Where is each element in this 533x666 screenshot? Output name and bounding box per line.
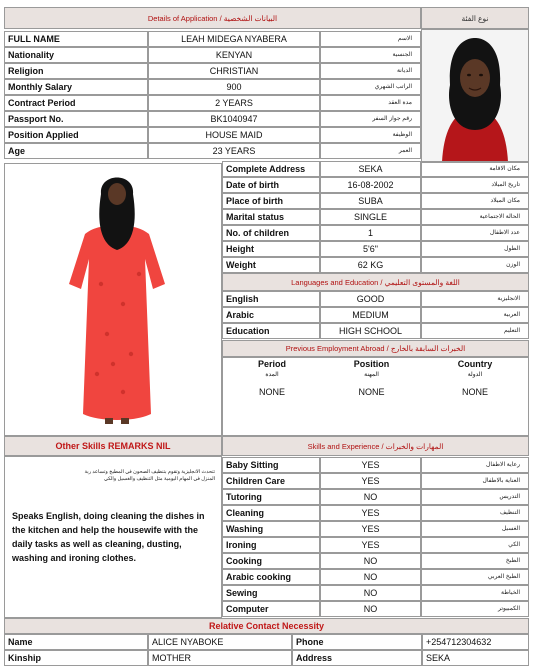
skill-value: NO [320, 585, 421, 601]
skill-label: Arabic cooking [222, 569, 320, 585]
relative-address-value: SEKA [422, 650, 529, 666]
personal-label-ar: الراتب الشهري [320, 79, 421, 95]
personal-label-ar: الجنسية [320, 47, 421, 63]
full-body-photo [4, 163, 222, 436]
skill-value: YES [320, 521, 421, 537]
languages-header-ar: اللغة والمستوى التعليمي [384, 278, 460, 287]
language-label-ar: الانجليزية [421, 291, 529, 307]
corner-header [421, 7, 529, 29]
corner-header-ar: نوع الفئة [461, 14, 489, 23]
employment-col-value: NONE [258, 387, 285, 397]
personal-label: Age [4, 143, 148, 159]
relative-header: Relative Contact Necessity [4, 618, 529, 634]
details-label: Place of birth [222, 193, 320, 209]
relative-phone-label: Phone [292, 634, 422, 650]
details-label-ar: الوزن [421, 257, 529, 273]
personal-label: FULL NAME [4, 31, 148, 47]
skill-label-ar: الغسيل [421, 521, 529, 537]
skill-label-ar: العناية بالاطفال [421, 473, 529, 489]
header-title-ar: البيانات الشخصية [223, 14, 278, 23]
personal-value: 900 [148, 79, 320, 95]
personal-label-ar: رقم جواز السفر [320, 111, 421, 127]
details-value: SINGLE [320, 209, 421, 225]
skill-label-ar: الكي [421, 537, 529, 553]
personal-value: 2 YEARS [148, 95, 320, 111]
personal-label: Contract Period [4, 95, 148, 111]
skill-label: Sewing [222, 585, 320, 601]
personal-label: Religion [4, 63, 148, 79]
skill-value: NO [320, 601, 421, 617]
skills-header-ar: المهارات والخبرات [385, 442, 444, 451]
details-label-ar: الحالة الاجتماعية [421, 209, 529, 225]
details-label: Complete Address [222, 161, 320, 177]
details-label-ar: الطول [421, 241, 529, 257]
language-value: MEDIUM [320, 307, 421, 323]
languages-header: Languages and Education / اللغة والمستوى التعليمي [222, 273, 529, 291]
skill-label: Baby Sitting [222, 457, 320, 473]
skill-label: Cooking [222, 553, 320, 569]
employment-col-header-ar: المدة [265, 372, 279, 378]
language-label: Arabic [222, 307, 320, 323]
employment-header-ar: الخبرات السابقة بالخارج [390, 344, 466, 353]
details-value: 1 [320, 225, 421, 241]
personal-label: Nationality [4, 47, 148, 63]
employment-col-value: NONE [461, 387, 488, 397]
personal-label: Position Applied [4, 127, 148, 143]
details-value: SUBA [320, 193, 421, 209]
details-label: Date of birth [222, 177, 320, 193]
details-value: 5'6" [320, 241, 421, 257]
skill-value: YES [320, 505, 421, 521]
personal-label-ar: الديانة [320, 63, 421, 79]
personal-label: Monthly Salary [4, 79, 148, 95]
language-label-ar: العربية [421, 307, 529, 323]
personal-label-ar: الوظيفة [320, 127, 421, 143]
employment-col-header-ar: الدولة [467, 372, 483, 378]
personal-value: KENYAN [148, 47, 320, 63]
skill-label-ar: الخياطة [421, 585, 529, 601]
skill-label-ar: رعاية الاطفال [421, 457, 529, 473]
skill-label-ar: الكمبيوتر [421, 601, 529, 617]
details-label: Height [222, 241, 320, 257]
language-value: HIGH SCHOOL [320, 323, 421, 339]
language-label-ar: التعليم [421, 323, 529, 339]
employment-col-header-ar: المهنة [364, 372, 379, 378]
skill-value: NO [320, 569, 421, 585]
skill-label: Ironing [222, 537, 320, 553]
other-skills-text: Speaks English, doing cleaning the dishes in the kitchen and help the housewife with the daily tasks as well as cleaning, dusting, washing and ironing clothes. [12, 511, 205, 563]
employment-header-en: Previous Employment Abroad [285, 344, 385, 353]
details-label: Weight [222, 257, 320, 273]
skill-value: YES [320, 457, 421, 473]
details-label: No. of children [222, 225, 320, 241]
language-label: English [222, 291, 320, 307]
skill-label: Computer [222, 601, 320, 617]
skills-header-en: Skills and Experience [307, 442, 380, 451]
skill-value: YES [320, 537, 421, 553]
personal-value: LEAH MIDEGA NYABERA [148, 31, 320, 47]
skill-value: YES [320, 473, 421, 489]
relative-phone-value: +254712304632 [422, 634, 529, 650]
skill-label-ar: الطبخ [421, 553, 529, 569]
details-label-ar: مكان الاقامة [421, 161, 529, 177]
skill-label-ar: التنظيف [421, 505, 529, 521]
details-label-ar: مكان الميلاد [421, 193, 529, 209]
skills-header: Skills and Experience / المهارات والخبرات [222, 436, 529, 456]
other-skills-arabic-note: تتحدث الانجليزية وتقوم بتنظيف الصحون في المطبخ وتساعد ربة المنزل في المهام اليومية مثل التنظيف والغسيل والكي [84, 469, 215, 482]
personal-label-ar: مدة العقد [320, 95, 421, 111]
details-value: 62 KG [320, 257, 421, 273]
skill-label: Washing [222, 521, 320, 537]
relative-address-label: Address [292, 650, 422, 666]
language-value: GOOD [320, 291, 421, 307]
skill-label-ar: الطبخ العربي [421, 569, 529, 585]
relative-name-label: Name [4, 634, 148, 650]
details-label: Marital status [222, 209, 320, 225]
personal-value: BK1040947 [148, 111, 320, 127]
relative-name-value: ALICE NYABOKE [148, 634, 292, 650]
skill-label-ar: التدريس [421, 489, 529, 505]
personal-value: HOUSE MAID [148, 127, 320, 143]
employment-col-header: Period [257, 359, 286, 369]
relative-kinship-label: Kinship [4, 650, 148, 666]
details-label-ar: تاريخ الميلاد [421, 177, 529, 193]
skill-value: NO [320, 553, 421, 569]
employment-col-header: Country [457, 359, 493, 369]
other-skills-header: Other Skills REMARKS NIL [4, 436, 222, 456]
employment-table [222, 357, 529, 436]
skill-value: NO [320, 489, 421, 505]
personal-value: CHRISTIAN [148, 63, 320, 79]
details-label-ar: عدد الاطفال [421, 225, 529, 241]
language-label: Education [222, 323, 320, 339]
relative-kinship-value: MOTHER [148, 650, 292, 666]
headshot-photo [421, 29, 529, 163]
skill-label: Tutoring [222, 489, 320, 505]
details-value: SEKA [320, 161, 421, 177]
personal-value: 23 YEARS [148, 143, 320, 159]
header-title-en: Details of Application [147, 14, 218, 23]
skill-label: Children Care [222, 473, 320, 489]
other-skills-box [4, 456, 222, 618]
application-header: Details of Application / البيانات الشخصية [4, 7, 421, 29]
employment-header: Previous Employment Abroad / الخبرات السابقة بالخارج [222, 340, 529, 357]
employment-col-value: NONE [358, 387, 385, 397]
skill-label: Cleaning [222, 505, 320, 521]
details-value: 16-08-2002 [320, 177, 421, 193]
personal-label-ar: العمر [320, 143, 421, 159]
employment-col-header: Position [353, 359, 390, 369]
languages-header-en: Languages and Education [291, 278, 379, 287]
personal-label: Passport No. [4, 111, 148, 127]
personal-label-ar: الاسم [320, 31, 421, 47]
